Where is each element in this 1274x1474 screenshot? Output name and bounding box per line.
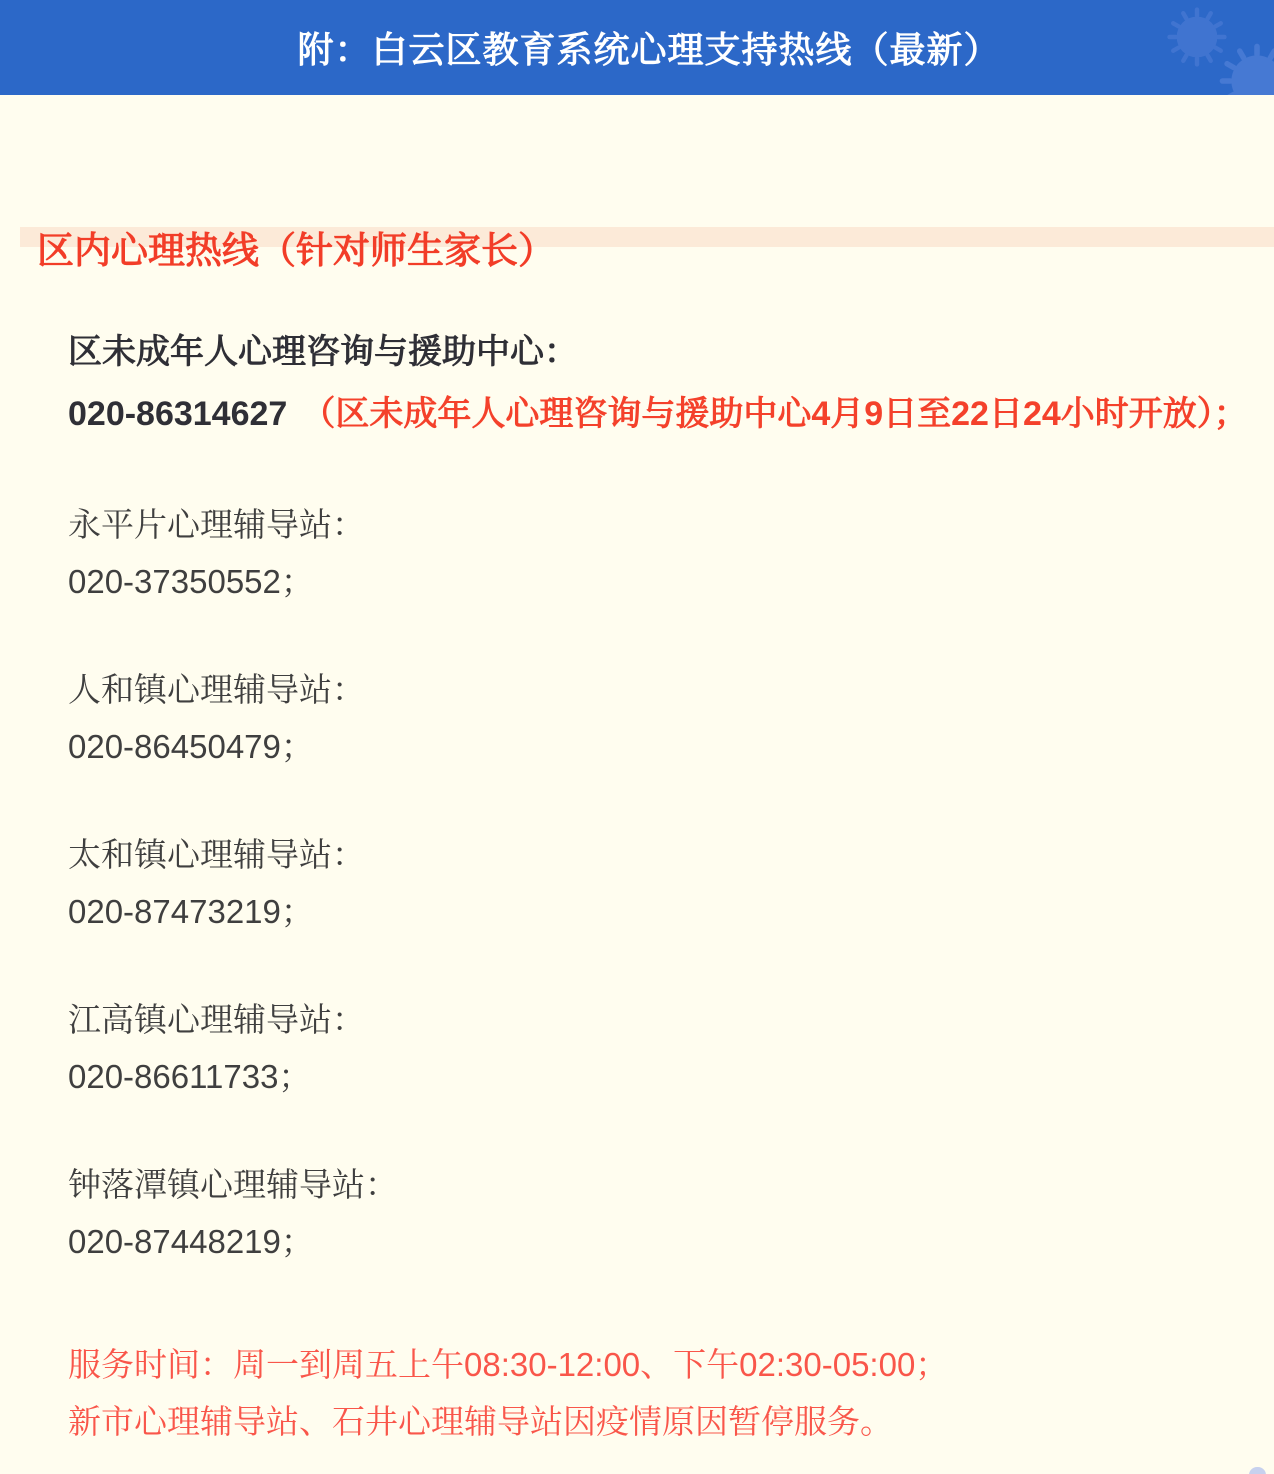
district-center-phone: 020-86314627 xyxy=(68,395,288,433)
section-heading-row xyxy=(0,198,1274,271)
service-hours-line: 服务时间：周一到周五上午08:30-12:00、下午02:30-05:00； xyxy=(68,1346,949,1383)
station-name: 江高镇心理辅导站： xyxy=(68,1001,365,1038)
station-block-renhe xyxy=(68,668,1244,769)
station-name: 太和镇心理辅导站： xyxy=(68,836,365,873)
station-block-zhongluotan xyxy=(68,1163,1244,1264)
hotline-list xyxy=(0,330,1274,1444)
station-name: 钟落潭镇心理辅导站： xyxy=(68,1166,398,1203)
corner-decoration xyxy=(1249,1467,1266,1474)
station-block-yongping xyxy=(68,503,1244,604)
station-block-jianggao xyxy=(68,998,1244,1099)
district-center-block xyxy=(68,330,1248,436)
district-center-note: （区未成年人心理咨询与援助中心4月9日至22日24小时开放）； xyxy=(301,395,1248,433)
station-name: 人和镇心理辅导站： xyxy=(68,671,365,708)
page-title: 附：白云区教育系统心理支持热线（最新） xyxy=(297,29,1001,70)
station-name: 永平片心理辅导站： xyxy=(68,506,365,543)
suspended-stations-line: 新市心理辅导站、石井心理辅导站因疫情原因暂停服务。 xyxy=(68,1403,893,1440)
district-center-name: 区未成年人心理咨询与援助中心： xyxy=(68,333,578,371)
virus-icon xyxy=(1218,42,1274,95)
district-center-phone-line xyxy=(68,392,1248,436)
section-title: 区内心理热线（针对师生家长） xyxy=(37,229,555,271)
station-block-taihe xyxy=(68,833,1244,934)
header-banner xyxy=(0,0,1274,95)
service-note xyxy=(68,1343,1244,1444)
station-phone: 020-87448219； xyxy=(68,1223,314,1260)
station-phone: 020-86611733； xyxy=(68,1058,312,1095)
station-phone: 020-86450479； xyxy=(68,728,314,765)
station-phone: 020-87473219； xyxy=(68,893,314,930)
station-phone: 020-37350552； xyxy=(68,563,314,600)
